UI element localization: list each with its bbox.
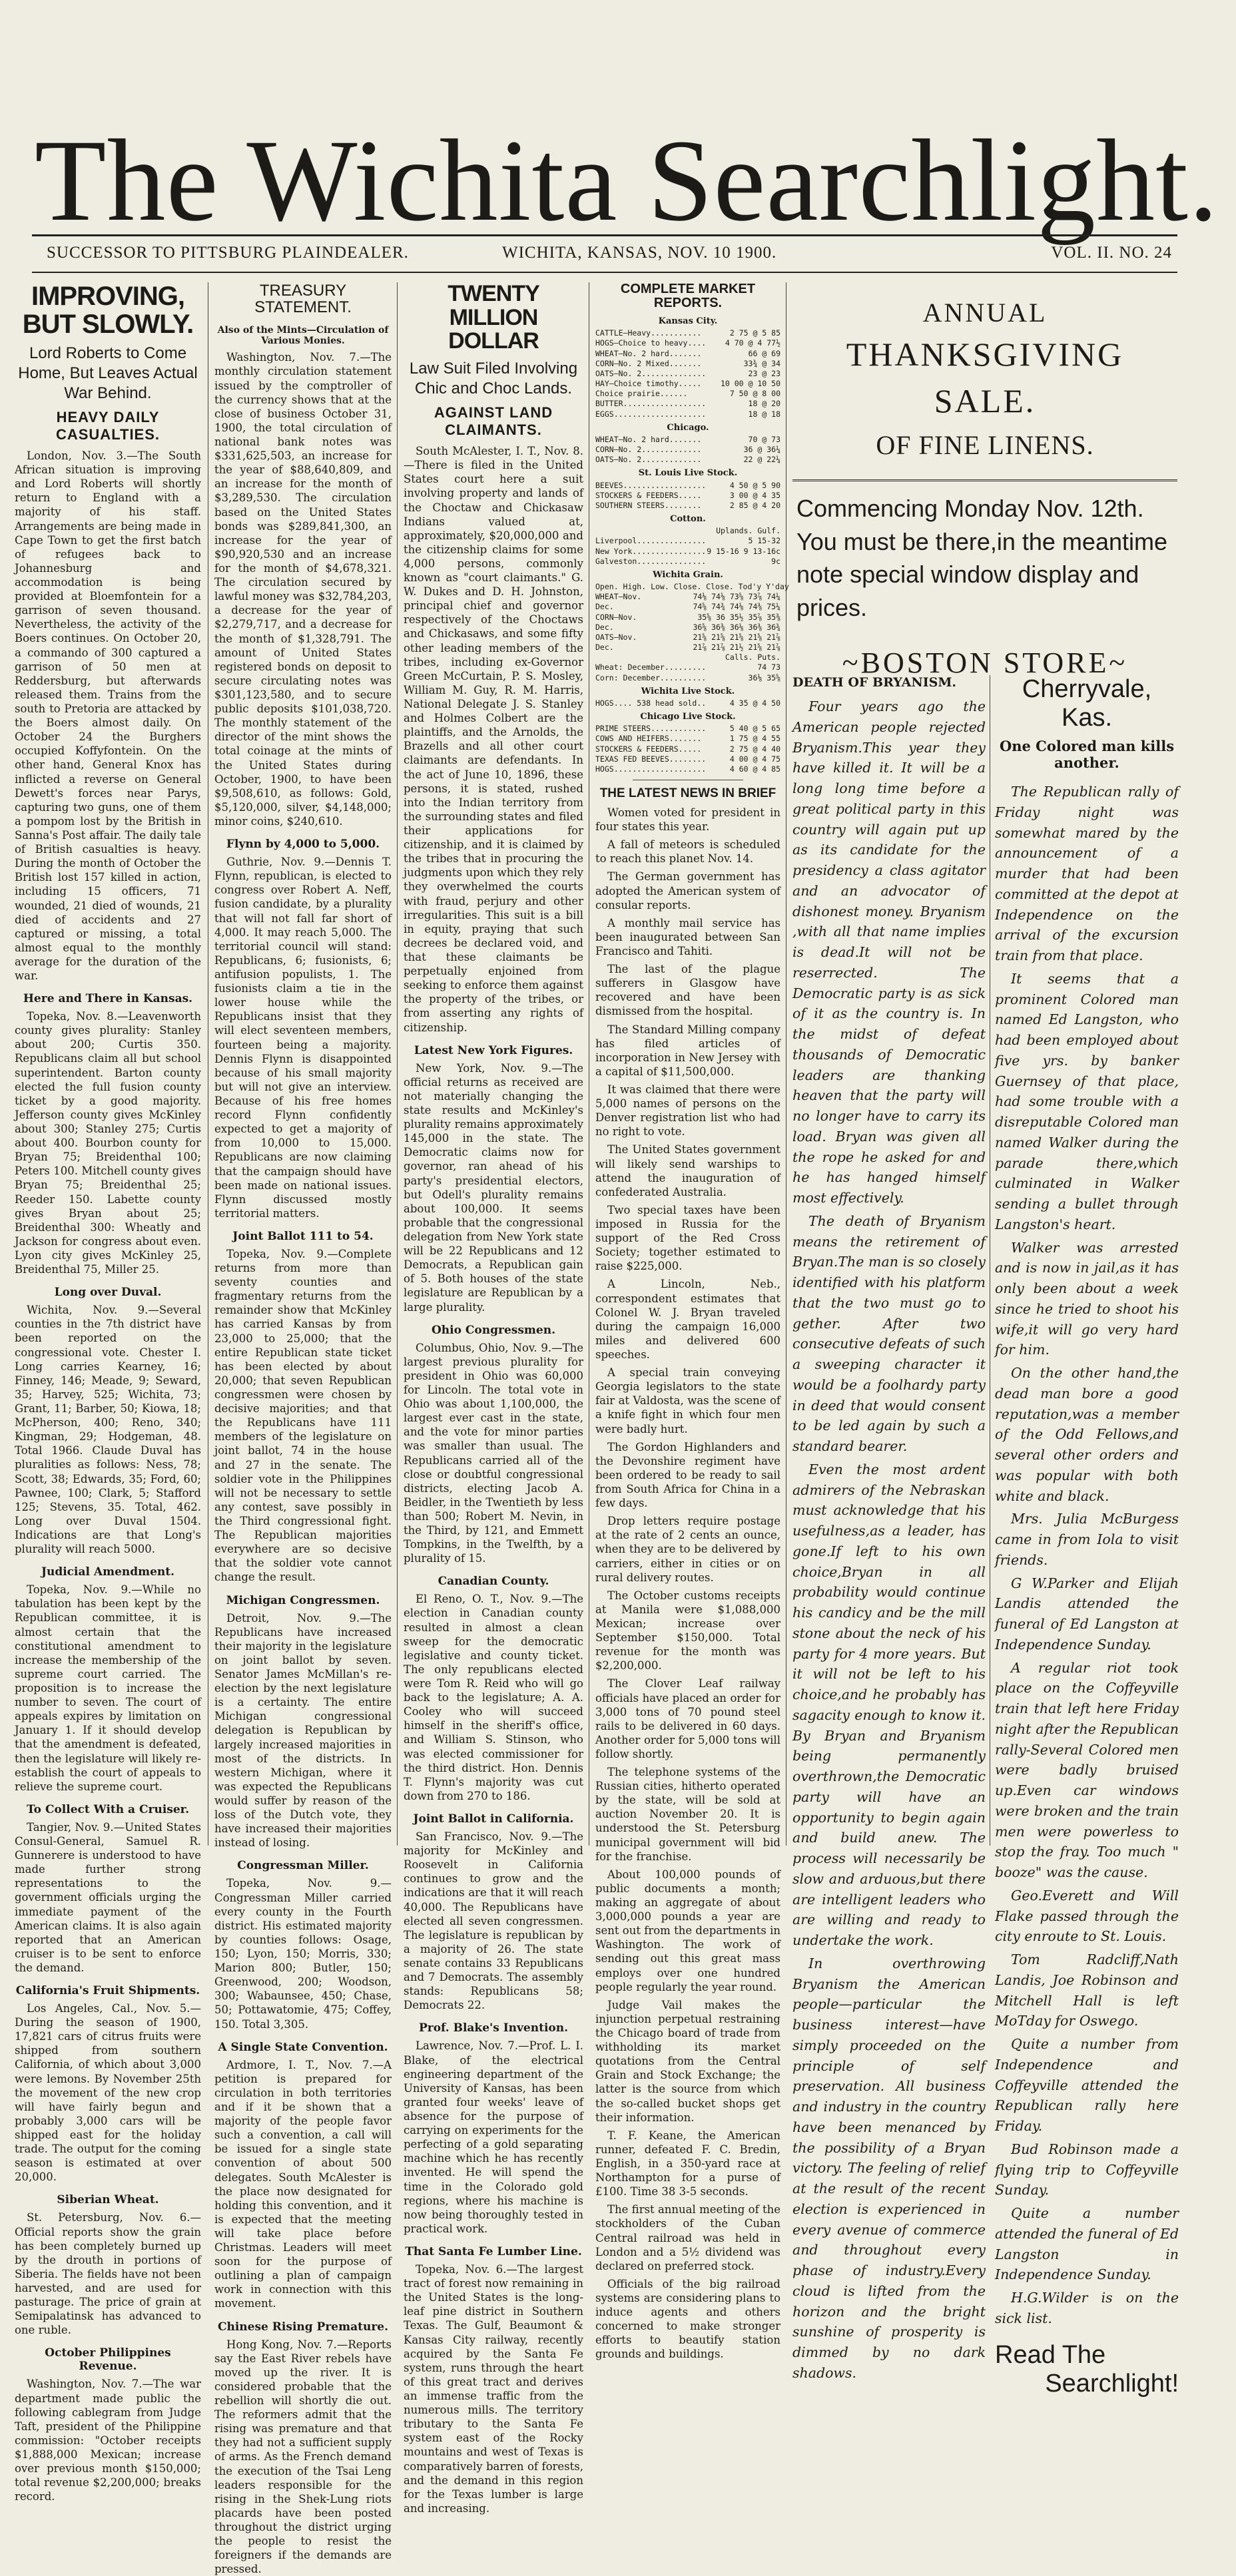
market-label: CORN—No. 2............. — [595, 445, 702, 455]
market-label: BUTTER.................. — [595, 399, 707, 409]
local-item: Mrs. Julia McBurgess came in from Iola to visit friends. — [995, 1511, 1179, 1568]
market-row — [595, 409, 780, 419]
market-row — [595, 734, 780, 744]
column-4 — [595, 282, 789, 2361]
headline-market-reports: COMPLETE MARKET REPORTS. — [620, 282, 756, 310]
market-row — [595, 389, 780, 399]
subhead: Lord Roberts to Come Home, But Leaves Actual War Behind. — [18, 344, 198, 402]
market-row — [595, 673, 780, 683]
column-2 — [214, 282, 392, 2576]
news-item: A special train conveying Georgia legislators to the state fair at Valdosta, was the scene of a knife fight in which four men were badly hurt. — [595, 1366, 780, 1435]
news-item: Judge Vail makes the injunction perpetual restraining the Chicago board of trade from withholding its market quotations from the Central Grain and Stock Exchange; the latter is the source from which the so-called bucket shops get their information. — [595, 1998, 780, 2124]
market-value: 74 73 — [757, 662, 780, 672]
market-label: New York................ — [595, 546, 707, 556]
local-item: G W.Parker and Elijah Landis attended the funeral of Ed Langston at Independence Sunday. — [995, 1575, 1179, 1653]
market-row — [595, 764, 780, 774]
section-heading: Judicial Amendment. — [41, 1565, 175, 1579]
news-item: The Clover Leaf railway officials have placed an order for 3,000 tons of 70 pound steel rails to be delivered in 60 days. Another order for 5,000 tons will follow shortly. — [595, 1677, 780, 1760]
market-label: SOUTHERN STEERS........ — [595, 500, 702, 510]
news-item: Officials of the big railroad systems are considering plans to induce agents and others concerned to make stronger efforts to beautify station grounds and buildings. — [595, 2277, 780, 2361]
news-item: A Lincoln, Neb., correspondent estimates that Colonel W. J. Bryan traveled during the campaign 16,000 miles and delivered 600 speeches. — [595, 1278, 780, 1361]
local-item: Quite a number from Independence and Coffeyville attended the Republican rally here Friday. — [995, 2036, 1179, 2134]
market-label: Choice prairie...... — [595, 389, 688, 399]
section-heading: October Philippines Revenue. — [45, 2346, 171, 2374]
news-item: The Standard Milling company has filed articles of incorporation in New Jersey with a capital of $11,500,000. — [595, 1023, 780, 1078]
local-item: Walker was arrested and is now in jail,as it has only been about a week since he tried to shoot his wife,it will go very hard for him. — [995, 1239, 1179, 1358]
market-value: 2 75 @ 4 40 — [729, 744, 780, 754]
market-value: 70 @ 73 — [748, 434, 780, 444]
local-item: The Republican rally of Friday night was somewhat mared by the announcement of a murder that had been committed at the depot at Independence on the arrival of the excursion train from that place. — [995, 784, 1179, 963]
section-heading: Siberian Wheat. — [57, 2193, 159, 2207]
market-value: 5 40 @ 5 65 — [729, 724, 780, 734]
market-value: Calls. Puts. — [725, 652, 780, 662]
market-label: CORN—No. 2 Mixed....... — [595, 358, 702, 368]
market-label: Dec. — [595, 602, 614, 612]
news-item: The first annual meeting of the stockholders of the Cuban Central railroad was held in London and a 5½ dividend was declared on preferred stock. — [595, 2203, 780, 2272]
market-label: HOGS—Choice to heavy.... — [595, 338, 707, 348]
subhead: AGAINST LAND CLAIMANTS. — [434, 404, 553, 439]
column-3 — [404, 281, 583, 2515]
news-item: The last of the plague sufferers in Glasgow have recovered and have been dismissed from the hospital. — [595, 963, 780, 1018]
market-label: Dec. — [595, 622, 614, 632]
market-value: 21⅞ 21⅞ 21½ 21⅝ 21⅞ — [693, 643, 780, 652]
subhead: Law Suit Filed Involving Chic and Choc Lands. — [409, 360, 578, 398]
masthead-rule-top — [32, 234, 1177, 236]
market-row — [595, 547, 780, 557]
article-text: St. Petersburg, Nov. 6.—Official reports show the grain has been completely burned up by the drouth in portions of Siberia. The fields have not been harvested, and are used for pasturage. The price of grain at Semipalatinsk has advanced to one ruble. — [15, 2211, 201, 2337]
column-1 — [15, 282, 201, 2503]
market-row — [595, 662, 780, 672]
market-row — [595, 526, 780, 536]
article-text: Even the most ardent admirers of the Nebraskan must acknowledge that his usefulness,as a leader, has gone.If left to his own choice,Bryan in all probability would continue his candicy and be the mill stone about the neck of his party for 4 more years. But it will not be left to his choice,and he probably has sagacity enough to know it. By Bryan and Bryanism being permanently overthrown,the Democratic party will have an opportunity to begin again and build anew. The process will necessarily be slow and arduous,but there are intelligent leaders who are willing and ready to undertake the work. — [792, 1461, 986, 1948]
market-row — [595, 338, 780, 348]
death-of-bryanism-article — [792, 675, 986, 2381]
market-value: 9 15-16 9 13-16c — [707, 546, 780, 556]
section-heading: Ohio Congressmen. — [432, 1323, 555, 1337]
masthead-rule-bottom — [32, 272, 1177, 273]
market-row — [595, 623, 780, 633]
local-item: H.G.Wilder is on the sick list. — [995, 2290, 1179, 2326]
market-label: BEEVES.................. — [595, 480, 707, 490]
read-the-searchlight — [995, 2341, 1179, 2398]
column-subtitle: One Colored man kills another. — [999, 738, 1175, 771]
article-text: Topeka, Nov. 9.—Complete returns from more than seventy counties and fragmentary returns from the remainder show that McKinley has carried Kansas by from 23,000 to 25,000; that the entire Republican state ticket has been elected by about 20,000; that seven Republican congressmen were chosen by decisive majorities; and that the Republicans have 111 members of the legislature on joint ballot, 74 in the house and 27 in the senate. The soldier vote in the Philippines will not be necessary to settle any contest, save possibly in the Third congressional fight. The Republican majorities everywhere are so decisive that the soldier vote cannot change the result. — [214, 1247, 392, 1584]
section-heading: Also of the Mints—Circulation of Various Monies. — [217, 325, 389, 347]
read-line: Read The — [995, 2340, 1106, 2369]
market-label: CATTLE—Heavy........... — [595, 328, 702, 338]
ad-line: THANKSGIVING — [846, 336, 1124, 373]
ad-header — [792, 297, 1177, 461]
market-rows — [595, 526, 780, 567]
market-row — [595, 369, 780, 379]
article-text: Hong Kong, Nov. 7.—Reports say the East River rebels have moved up the river. It is considered probable that the rebellion will shortly die out. The reformers admit that the rising was premature and that they had not a sufficient supply of arms. As the French demand the execution of the Tsai Leng leaders responsible for the rising in the Shek-Lung riots placards have been posted throughout the district urging the people to resist the foreigners if the demands are pressed. — [214, 2338, 392, 2576]
market-label: WHEAT—No. 2 hard....... — [595, 348, 702, 358]
store-name: ~BOSTON STORE~ — [842, 646, 1128, 679]
market-value: 5 15-32 — [748, 536, 780, 546]
news-item: Two special taxes have been imposed in Russia for the support of the Red Cross Society; together estimated to raise $225,000. — [595, 1203, 780, 1273]
news-brief-list — [595, 806, 780, 2361]
market-label: HOGS.................... — [595, 764, 707, 774]
market-label: STOCKERS & FEEDERS..... — [595, 744, 702, 754]
market-value: 4 50 @ 5 90 — [729, 480, 780, 490]
market-label: EGGS.................... — [595, 409, 707, 419]
section-heading: That Santa Fe Lumber Line. — [405, 2244, 582, 2258]
section-heading: Congressman Miller. — [237, 1859, 369, 1873]
article-text: London, Nov. 3.—The South African situation is improving and Lord Roberts will shortly return to England with a majority of his staff. Arrangements are being made in Cape Town to get the first batch of refugees back to Johannesburg and accommodation is being provided at Bloemfontein for a garrison of seven thousand. Nevertheless, the activity of the Boers continues. On October 20, a commando of 300 captured a garrison of 50 men at Reddersburg, but afterwards released them. Trains from the south to Pretoria are attacked by the Boers almost daily. On October 24 the Burghers occupied Koffyfontein. On the other hand, General Knox has inflicted a reverse on General Dewett's forces near Parys, capturing two guns, one of them a pompom lost by the British in Sanna's Post affair. The daily tale of British casualties is heavy. During the month of October the British lost 157 killed in action, including 15 officers, 71 wounded, 21 died of wounds, 21 died of accidents and 27 captured or missing, a total almost equal to the monthly average for the duration of the war. — [15, 449, 201, 983]
market-value: 18 @ 20 — [748, 399, 780, 409]
cherryvale-items — [995, 782, 1179, 2329]
market-value: 2 75 @ 5 85 — [729, 328, 780, 338]
market-section: St. Louis Live Stock. — [638, 468, 738, 479]
article-text: The death of Bryanism means the retirement of Bryan.The man is so closely identified with his platform that the two must go to gether. After two consecutive defeats of such a sweeping character it would be a foolhardy party in deed that would consent to be led again by such a standard bearer. — [792, 1212, 986, 1454]
news-item: T. F. Keane, the American runner, defeated F. C. Bredin, English, in a 350-yard race at Northampton for a purse of £100. Time 38 3-5 seconds. — [595, 2129, 780, 2198]
market-row — [595, 643, 780, 652]
market-row — [595, 633, 780, 643]
market-value: 33¾ @ 34 — [743, 358, 780, 368]
market-row — [595, 557, 780, 567]
article-text: Ardmore, I. T., Nov. 7.—A petition is prepared for circulation in both territories and if it be shown that a majority of the people favor such a convention, a call will be issued for a single state convention of about 500 delegates. South McAlester is the place now designated for holding this convention, and it is expected that the meeting will take place before Christmas. Leaders will meet soon for the purpose of outlining a plan of campaign work in connection with this movement. — [214, 2058, 392, 2310]
article-text: Topeka, Nov. 9.—While no tabulation has been kept by the Republican committee, it is almost certain that the constitutional amendment to increase the membership of the supreme court carried. The proposition is to increase the number to seven. The court of appeals expires by limitation on January 1. If it should develop that the amendment is defeated, then the legislature will likely re-establish the court of appeals to relieve the supreme court. — [15, 1583, 201, 1793]
cherryvale-column — [995, 675, 1179, 2398]
market-value: Uplands. Gulf. — [716, 526, 780, 536]
market-section: Kansas City. — [658, 316, 718, 326]
section-heading: Canadian County. — [438, 1575, 549, 1589]
market-label: Dec. — [595, 643, 614, 652]
news-item: Women voted for president in four states this year. — [595, 806, 780, 834]
market-label: Liverpool............... — [595, 536, 707, 546]
dateline — [32, 244, 1177, 268]
section-heading: Prof. Blake's Invention. — [418, 2021, 569, 2035]
article-text: Detroit, Nov. 9.—The Republicans have increased their majority in the legislature on joint ballot by seven. Senator James McMillan's re-election by the next legislature is a certainty. The entire Michigan congressional delegation is Republican by largely increased majorities in most of the districts. In western Michigan, where it was expected the Republicans would suffer by reason of the loss of the Dutch vote, they have increased their majorities instead of losing. — [214, 1611, 392, 1850]
market-value: 1 75 @ 4 55 — [729, 734, 780, 744]
market-label: COWS AND HEIFERS....... — [595, 734, 702, 744]
market-value: 74⅛ 74⅛ 73⅝ 73⅞ 74¼ — [693, 592, 780, 602]
market-row — [595, 613, 780, 623]
market-section: Wichita Live Stock. — [641, 686, 735, 696]
news-item: Drop letters require postage at the rate of 2 cents an ounce, when they are to be delivered by carriers, either in cities or on rural delivery routes. — [595, 1515, 780, 1584]
article-headline: DEATH OF BRYANISM. — [792, 675, 956, 690]
market-value: 10 00 @ 10 50 — [720, 379, 780, 389]
section-heading: Flynn by 4,000 to 5,000. — [226, 838, 380, 852]
market-label: TEXAS FED BEEVES........ — [595, 754, 707, 764]
section-heading: Long over Duval. — [54, 1286, 162, 1300]
article-text: In overthrowing Bryanism the American people—particular the business interest—have simply proceeded on the principle of self preservation. All business and industry in the country have been menanced by the possibility of a Bryan victory. The feeling of relief at the result of the recent election is experienced in every avenue of commerce and throughout every phase of industry.Every cloud is lifted from the horizon and the bright sunshine of prosperity is dimmed by no dark shadows. — [792, 1955, 986, 2381]
market-value: 66 @ 69 — [748, 348, 780, 358]
article-text: Wichita, Nov. 9.—Several counties in the 7th district have been reported on the congressional vote. Chester I. Long carries Kearney, 16; Finney, 146; Meade, 9; Seward, 35; Harvey, 525; Wichita, 73; Grant, 11; Barber, 50; Kiowa, 18; McPherson, 400; Reno, 340; Kingman, 29; Hodgeman, 48. Total 1966. Claude Duval has pluralities as follows: Ness, 78; Scott, 38; Edwards, 35; Ford, 60; Pawnee, 100; Clark, 5; Stafford 125; Stevens, 35. Total, 462. Long over Duval 1504. Indications are that Long's plurality will reach 5000. — [15, 1304, 201, 1556]
market-value: 23 @ 23 — [748, 368, 780, 378]
market-rows — [595, 698, 780, 708]
article-text: Four years ago the American people rejected Bryanism.This year they have killed it. It will be a long long time before a great political party in this country will again put up as its candidate for the presidency a class agitator and an advocator of dishonest money. Bryanism ,with all that name implies is dead.It will not be reserrected. The Democratic party is as sick of it as the country is. In the midst of defeat thousands of Democratic leaders are thanking heaven that the party will no longer have to carry its load. Bryan was given all the rope he asked for and he has hanged himself most effectively. — [792, 698, 986, 1206]
market-row — [595, 359, 780, 369]
news-item: The United States government will likely send warships to attend the inauguration of confederated Australia. — [595, 1143, 780, 1198]
volume-number: VOL. II. NO. 24 — [1051, 244, 1172, 262]
market-label: Wheat: December......... — [595, 662, 707, 672]
market-value: 74⅝ 74¾ 74⅛ 74⅜ 75¼ — [693, 602, 780, 612]
headline-twenty-million: TWENTY MILLION DOLLAR — [448, 281, 539, 354]
market-value: 36⅝ 36⅜ 36⅛ 36⅜ 36¾ — [693, 622, 780, 632]
ad-body: Commencing Monday Nov. 12th. You must be there,in the meantime note special window display and prices. — [796, 495, 1167, 622]
market-section: Cotton. — [670, 514, 706, 525]
market-label: HAY—Choice timothy..... — [595, 379, 702, 389]
article-text: Topeka, Nov. 8.—Leavenworth county gives plurality: Stanley about 200; Curtis 350. Republicans claim all but school superintendent. Barton county elected the full fusion county ticket by a good majority. Jefferson county gives McKinley about 300; Stanley 275; Curtis about 400. Bourbon county for Bryan 75; Breidenthal 100; Peters 100. Mitchell county gives Bryan 75; Breidenthal 25; Reeder 150. Labette county gives Bryan about 25; Breidenthal 300: Wheatly and Jackson for congress about even. Lyon city gives McKinley 25, Breidenthal 75, Miller 25. — [15, 1010, 201, 1276]
ad-line: OF FINE LINENS. — [876, 430, 1094, 460]
section-heading: A Single State Convention. — [218, 2040, 388, 2054]
local-item: Quite a number attended the funeral of Ed Langston in Independence Sunday. — [995, 2205, 1179, 2283]
article-text: San Francisco, Nov. 9.—The majority for McKinley and Roosevelt in California continues to grow and the indications are that it will reach 40,000. The Republicans have elected all seven congressmen. The legislature is republican by a majority of 26. The state senate contains 33 Republicans and 7 Democrats. The assembly stands: Republicans 58; Democrats 22. — [404, 1830, 583, 2012]
market-section: Chicago Live Stock. — [640, 712, 736, 722]
market-value: 3 00 @ 4 35 — [729, 490, 780, 500]
market-row — [595, 592, 780, 602]
market-label: WHEAT—No. 2 hard....... — [595, 434, 702, 444]
subhead: HEAVY DAILY CASUALTIES. — [55, 409, 160, 443]
local-item: Tom Radcliff,Nath Landis, Joe Robinson and Mitchell Hall is left MoTday for Oswego. — [995, 1951, 1179, 2029]
local-item: Bud Robinson made a flying trip to Coffeyville Sunday. — [995, 2141, 1179, 2198]
local-item: It seems that a prominent Colored man named Ed Langston, who had been employed about five yrs. by banker Guernsey of that place, had some trouble with a disreputable Colored man named Walker during the parade there,which culminated in Walker sending a bullet through Langston's heart. — [995, 970, 1179, 1232]
market-label: Galveston............... — [595, 556, 707, 566]
market-row — [595, 698, 780, 708]
market-row — [595, 602, 780, 612]
market-value: 4 70 @ 4 77½ — [725, 338, 780, 348]
article-text: Lawrence, Nov. 7.—Prof. L. I. Blake, of the electrical engineering department of the University of Kansas, has been granted four weeks' leave of absence for the purpose of carrying on experiments for the perfecting of a gold separating machine which he has recently invented. He will spend the time in the Colorado gold regions, where his machine is now being thoroughly tested in practical work. — [404, 2039, 583, 2235]
market-value: 7 50 @ 8 00 — [729, 389, 780, 399]
market-row — [595, 754, 780, 764]
market-value: 9c — [771, 556, 780, 566]
ad-line: ANNUAL — [922, 298, 1048, 328]
article-text: Topeka, Nov. 6.—The largest tract of forest now remaining in the United States is the long-leaf pine district in Southern Texas. The Gulf, Beaumont & Kansas City railway, recently acquired by the Santa Fe system, runs through the heart of this great tract and derives an immense traffic from the numerous mills. The territory tributary to the Santa Fe system east of the Rocky mountains and west of Texas is comparatively barren of forests, and the demand in this region for the Texas lumber is large and increasing. — [404, 2262, 583, 2515]
market-value: 4 60 @ 4 85 — [729, 764, 780, 774]
section-heading: Joint Ballot in California. — [413, 1812, 574, 1826]
market-label: CORN—Nov. — [595, 612, 637, 622]
market-rows — [595, 435, 780, 465]
market-row — [595, 455, 780, 465]
news-item: About 100,000 pounds of public documents a month; making an aggregate of about 3,000,000 pounds a year are sent out from the departments in Washington. The work of sending out this great mass employs over one hundred people regularly the year round. — [595, 1868, 780, 1993]
article-text: Tangier, Nov. 9.—United States Consul-General, Samuel R. Gunnerere is understood to have made further strong representations to the government officials urging the immediate payment of the American claims. It is also again reported that an American cruiser is to be sent to enforce the demand. — [15, 1820, 201, 1974]
market-value: 18 @ 18 — [748, 409, 780, 419]
market-row — [595, 744, 780, 754]
market-label: PRIME STEERS............ — [595, 724, 707, 734]
market-row — [595, 379, 780, 389]
headline-treasury: TREASURY STATEMENT. — [254, 282, 352, 317]
market-label: WHEAT—Nov. — [595, 592, 642, 602]
section-heading: Chinese Rising Premature. — [217, 2320, 389, 2334]
news-item: The German government has adopted the American system of consular reports. — [595, 870, 780, 911]
market-rows — [595, 481, 780, 511]
article-text: Washington, Nov. 7.—The war department made public the following cablegram from Judge Taft, president of the Philippine commission: "October receipts $1,888,000 Mexican; increase over previous month $150,000; total revenue $2,200,000; breaks record. — [15, 2378, 201, 2503]
market-label: OATS—No. 2.............. — [595, 368, 707, 378]
market-row — [595, 399, 780, 409]
local-item: A regular riot took place on the Coffeyville train that left here Friday night after the Republican rally-Several Colored men were badly bruised up.Even car windows were broken and the train men were powerless to stop the fray. Too much " booze" was the cause. — [995, 1659, 1179, 1880]
market-row — [595, 724, 780, 734]
news-item: A monthly mail service has been inaugurated between San Francisco and Tahiti. — [595, 916, 780, 958]
market-rows — [595, 724, 780, 774]
section-heading: Latest New York Figures. — [414, 1043, 573, 1057]
article-text: El Reno, O. T., Nov. 9.—The election in Canadian county resulted in almost a clean sweep for the democratic legislative and county ticket. The only republicans elected were Tom R. Reid who will go back to the legislature; A. A. Cooley who will succeed himself in the sheriff's office, and William S. Stinson, who was elected commissioner for the third district. Hon. Dennis T. Flynn's majority was cut down from 270 to 186. — [404, 1593, 583, 1802]
newspaper-page — [15, 9, 1220, 2576]
market-row — [595, 491, 780, 501]
place-date: WICHITA, KANSAS, NOV. 10 1900. — [502, 244, 777, 262]
market-rows — [595, 652, 780, 683]
market-value: 21⅝ 21⅝ 21⅝ 21⅝ 21⅞ — [693, 632, 780, 642]
article-text: New York, Nov. 9.—The official returns as received are not materially changing the state results and McKinley's plurality remains approximately 145,000 in the state. The Democratic claims now for governor, ran ahead of his party's presidential electors, but Odell's plurality remains about 100,000. It seems probable that the congressional delegation from New York state will be 22 Republicans and 12 Democrats, a Republican gain of 5. Both houses of the state legislature are Republican by a large plurality. — [404, 1061, 583, 1314]
news-item: The October customs receipts at Manila were $1,088,000 Mexican; increase over September $150,000. Total revenue for the month was $2,200,000. — [595, 1589, 780, 1673]
news-item: A fall of meteors is scheduled to reach this planet Nov. 14. — [595, 838, 780, 866]
market-row — [595, 501, 780, 511]
market-section: Chicago. — [667, 422, 709, 433]
market-row — [595, 481, 780, 491]
market-row — [595, 349, 780, 359]
market-label: OATS—No. 2............. — [595, 455, 702, 465]
market-label: HOGS.... 538 head sold.. — [595, 698, 707, 708]
masthead-title: The Wichita Searchlight. — [35, 116, 1219, 246]
market-value: 4 35 @ 4 50 — [729, 698, 780, 708]
article-text: Columbus, Ohio, Nov. 9.—The largest previous plurality for president in Ohio was 60,000 for Lincoln. The total vote in Ohio was about 1,100,000, the largest ever cast in the state, and the vote for minor parties was smaller than usual. The Republicans carried all of the close or doubtful congressional districts, electing Jacob A. Beidler, in the Twentieth by less than 500; Robert M. Nevin, in the Third, by 121, and Emmett Tompkins, in the Twelfth, by a plurality of 15. — [404, 1341, 583, 1565]
article-text: Washington, Nov. 7.—The monthly circulation statement issued by the comptroller of the currency shows that at the close of business October 31, 1900, the total circulation of national bank notes was $331,625,503, an increase for the year of $88,640,809, and an increase for the month of $3,289,530. The circulation based on the United States bonds was $289,841,300, an increase for the year of $90,920,530 and an increase for the month of $4,678,321. The circulation secured by lawful money was $32,784,203, a decrease for the year of $2,279,717, and a decrease for the month of $1,328,791. The amount of United States registered bonds on deposit to secure circulating notes was $301,123,580, and to secure public deposits $101,038,720. The monthly statement of the director of the mint shows the total coinage at the mints of the United States during October, 1900, to have been $9,508,610, as follows: Gold, $5,120,000, silver, $4,148,000; minor coins, $240,610. — [214, 351, 392, 828]
ad-line: SALE. — [934, 382, 1036, 419]
section-heading: California's Fruit Shipments. — [15, 1984, 200, 1998]
market-value: 35⅝ 36 35½ 35⅞ 35⅜ — [697, 612, 780, 622]
news-item: The Gordon Highlanders and the Devonshire regiment have been ordered to be ready to sail from South Africa for China in a few days. — [595, 1440, 780, 1510]
ad-divider — [792, 479, 1177, 481]
article-text: Los Angeles, Cal., Nov. 5.—During the season of 1900, 17,821 cars of citrus fruits were shipped from southern California, of which about 3,000 were lemons. By November 25th the movement of the new crop will have fairly begun and probably 3,000 cars will be shipped east for the holiday trade. The output for the coming season is estimated at over 20,000. — [15, 2002, 201, 2184]
market-value: 36⅛ 35⅝ — [748, 672, 780, 682]
market-row — [595, 652, 780, 662]
market-value: 2 85 @ 4 20 — [729, 500, 780, 510]
market-label: Corn: December.......... — [595, 672, 707, 682]
thanksgiving-sale-ad — [792, 282, 1177, 680]
news-item: It was claimed that there were 5,000 names of persons on the Denver registration list who had no right to vote. — [595, 1083, 780, 1139]
local-item: Geo.Everett and Will Flake passed through the city enroute to St. Louis. — [995, 1887, 1179, 1945]
successor-line: SUCCESSOR TO PITTSBURG PLAINDEALER. — [47, 244, 409, 262]
local-item: On the other hand,the dead man bore a good reputation,was a member of the Odd Fellows,and several other orders and was popular with both white and black. — [995, 1365, 1179, 1504]
article-text: South McAlester, I. T., Nov. 8.—There is filed in the United States court here a suit involving property and lands of the Choctaw and Chickasaw Indians valued at, approximately, $20,000,000 and the citizenship claims for some 4,000 persons, commonly known as "court claimants." G. W. Dukes and D. H. Johnston, principal chief and governor respectively of the Choctaws and Chickasaws, and some fifty other leading members of the tribes, including ex-Governor Green McCurtain, P. S. Mosley, William M. Guy, R. M. Harris, National Delegate J. S. Stanley and Holmes Colbert are the plaintiffs, and the Arnolds, the Brazells and all other court claimants are defendants. In the act of June 10, 1896, these persons, it is stated, rushed into the Indian territory from the surrounding states and filed their applications for citizenship, and it is claimed by the tribes that in procuring the judgments upon which they rely they overwhelmed the courts with fraud, perjury and other irregularities. This suit is a bill in equity, praying that such decrees be declared void, and that these claimants be perpetually enjoined from seeking to enforce them against the property of the tribes, or from asserting any rights of citizenship. — [404, 445, 583, 1034]
read-line: Searchlight! — [1045, 2369, 1179, 2398]
market-label: STOCKERS & FEEDERS..... — [595, 490, 702, 500]
market-value: 36 @ 36¼ — [743, 445, 780, 455]
market-rows — [595, 328, 780, 419]
news-item: The telephone systems of the Russian cities, hitherto operated by the state, will be sold at auction November 20. It is understood the St. Petersburg municipal government will bid for the franchise. — [595, 1766, 780, 1863]
headline-latest-news: THE LATEST NEWS IN BRIEF — [599, 786, 776, 801]
article-text: Topeka, Nov. 9.—Congressman Miller carried every county in the Fourth district. His estimated majority by counties follows: Osage, 150; Lyon, 150; Morris, 330; Marion 800; Butler, 150; Greenwood, 200; Woodson, 300; Wabaunsee, 450; Chase, 50; Pottawatomie, 475; Coffey, 150. Total 3,305. — [214, 1877, 392, 2031]
market-value: 4 00 @ 4 75 — [729, 754, 780, 764]
market-row — [595, 536, 780, 546]
market-row — [595, 582, 789, 592]
market-value: Open. High. Low. Close. Close. Tod'y Y'day — [595, 582, 789, 592]
section-heading: Joint Ballot 111 to 54. — [232, 1229, 374, 1243]
market-rows — [595, 582, 789, 652]
market-value: 22 @ 22¼ — [743, 455, 780, 465]
market-row — [595, 435, 780, 445]
headline-improving: IMPROVING, BUT SLOWLY. — [22, 282, 194, 339]
market-row — [595, 328, 780, 338]
section-heading: Michigan Congressmen. — [226, 1593, 380, 1607]
column-divider — [397, 282, 398, 1846]
market-row — [595, 445, 780, 455]
column-title: Cherryvale, Kas. — [1022, 675, 1152, 732]
market-label: OATS—Nov. — [595, 632, 637, 642]
section-heading: Here and There in Kansas. — [23, 992, 193, 1006]
article-text: Guthrie, Nov. 9.—Dennis T. Flynn, republican, is elected to congress over Robert A. Neff, fusion candidate, by a plurality that will not fall far short of 4,000. It may reach 5,000. The territorial council will stand: Republicans, 6; fusionists, 6; antifusion populists, 1. The fusionists claim a tie in the lower house while the Republicans insist that they will elect seventeen members, fourteen being a majority. Dennis Flynn is disappointed because of his small majority but will not give an interview. Because of his free homes record Flynn confidently expected to get a majority of from 10,000 to 15,000. Republicans are now claiming that the campaign should have been made on national issues. Flynn discussed mostly territorial matters. — [214, 856, 392, 1220]
section-heading: To Collect With a Cruiser. — [26, 1802, 189, 1816]
market-table — [595, 316, 789, 774]
market-section: Wichita Grain. — [653, 569, 723, 580]
